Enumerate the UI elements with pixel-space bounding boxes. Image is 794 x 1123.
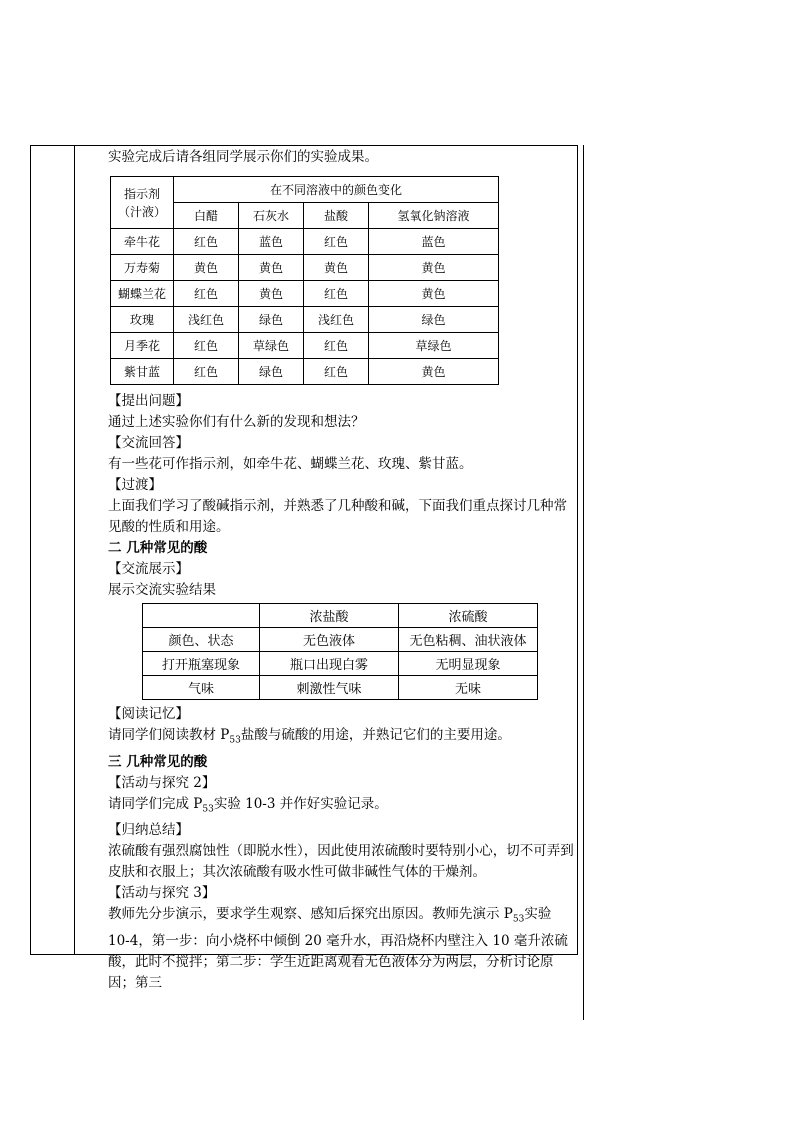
- lesson-content: [74, 146, 574, 994]
- indicator-name: 月季花: [111, 333, 174, 359]
- acid-corner-cell: [143, 604, 260, 628]
- transition-text: 上面我们学习了酸碱指示剂，并熟悉了几种酸和碱，下面我们重点探讨几种常见酸的性质和用途。: [108, 498, 567, 535]
- color-cell: 黄色: [369, 255, 499, 281]
- color-cell: 红色: [304, 229, 369, 255]
- table-row: [143, 652, 538, 676]
- color-cell: 红色: [304, 281, 369, 307]
- property-label: 颜色、状态: [143, 628, 260, 652]
- color-cell: 浅红色: [174, 307, 239, 333]
- property-value: 无味: [399, 676, 538, 700]
- table-row: [143, 628, 538, 652]
- color-cell: 绿色: [239, 359, 304, 385]
- color-cell: 红色: [174, 229, 239, 255]
- show-text: 展示交流实验结果: [108, 582, 216, 598]
- page-right-rule: [583, 145, 584, 1020]
- color-cell: 黄色: [239, 281, 304, 307]
- color-cell: 红色: [304, 333, 369, 359]
- activity-2-text: 请同学们完成 $P_{53}$实验 10-3 并作好实验记录。: [108, 795, 388, 815]
- answer-text: 有一些花可作指示剂，如牵牛花、蝴蝶兰花、玫瑰、紫甘蓝。: [108, 456, 473, 472]
- color-cell: 黄色: [239, 255, 304, 281]
- solution-header: 白醋: [174, 203, 239, 229]
- color-cell: 红色: [174, 333, 239, 359]
- indicator-name: 玫瑰: [111, 307, 174, 333]
- section-title-answer: 【交流回答】: [108, 435, 189, 451]
- table-row: [111, 307, 499, 333]
- color-cell: 蓝色: [239, 229, 304, 255]
- table-row: [111, 281, 499, 307]
- solution-header: 石灰水: [239, 203, 304, 229]
- acid-header: 浓硫酸: [399, 604, 538, 628]
- color-cell: 草绿色: [369, 333, 499, 359]
- section-title-question: 【提出问题】: [108, 393, 189, 409]
- heading-common-acids-3: 三 几种常见的酸: [108, 753, 208, 770]
- color-cell: 蓝色: [369, 229, 499, 255]
- activity-3-text: 教师先分步演示，要求学生观察、感知后探究出原因。教师先演示 $P_{53}$实验 10-4，第一步：向小烧杯中倾倒 20 毫升水，再沿烧杯内壁注入 10 毫升浓硫酸，此时不搅拌；第二步：学生近距离观看无色液体分为两层，分析讨论原因；第三: [108, 906, 568, 992]
- color-cell: 黄色: [304, 255, 369, 281]
- color-cell: 红色: [174, 359, 239, 385]
- question-text: 通过上述实验你们有什么新的发现和想法？: [108, 414, 365, 430]
- property-value: 无明显现象: [399, 652, 538, 676]
- indicator-table: [110, 176, 499, 385]
- color-cell: 黄色: [174, 255, 239, 281]
- intro-text: 实验完成后请各组同学展示你们的实验成果。: [108, 149, 378, 165]
- property-label: 气味: [143, 676, 260, 700]
- summary-text: 浓硫酸有强烈腐蚀性（即脱水性），因此使用浓硫酸时要特别小心，切不可弄到皮肤和衣服上；其次浓硫酸有吸水性可做非碱性气体的干燥剂。: [108, 843, 574, 881]
- table-row: [143, 676, 538, 700]
- section-title-activity-2: 【活动与探究 2】: [108, 774, 216, 791]
- property-value: 刺激性气味: [260, 676, 399, 700]
- indicator-header-cell: 指示剂 （汁液）: [111, 177, 174, 229]
- solution-header: 盐酸: [304, 203, 369, 229]
- indicator-name: 牵牛花: [111, 229, 174, 255]
- acid-comparison-table: [142, 603, 538, 700]
- color-cell: 浅红色: [304, 307, 369, 333]
- section-title-activity-3: 【活动与探究 3】: [108, 885, 216, 902]
- color-cell: 黄色: [369, 281, 499, 307]
- table-row: [111, 229, 499, 255]
- property-value: 无色粘稠、油状液体: [399, 628, 538, 652]
- table-row: [111, 333, 499, 359]
- section-title-show: 【交流展示】: [108, 561, 189, 577]
- color-cell: 绿色: [239, 307, 304, 333]
- read-text: 请同学们阅读教材 $P_{53}$盐酸与硫酸的用途，并熟记它们的主要用途。: [108, 727, 511, 746]
- solution-header: 氢氧化钠溶液: [369, 203, 499, 229]
- section-title-transition: 【过渡】: [108, 477, 162, 493]
- color-cell: 黄色: [369, 359, 499, 385]
- property-value: 瓶口出现白雾: [260, 652, 399, 676]
- indicator-name: 万寿菊: [111, 255, 174, 281]
- property-label: 打开瓶塞现象: [143, 652, 260, 676]
- indicator-span-header: 在不同溶液中的颜色变化: [174, 177, 499, 203]
- property-value: 无色液体: [260, 628, 399, 652]
- color-cell: 红色: [174, 281, 239, 307]
- acid-header: 浓盐酸: [260, 604, 399, 628]
- indicator-name: 蝴蝶兰花: [111, 281, 174, 307]
- table-row: [111, 359, 499, 385]
- color-cell: 草绿色: [239, 333, 304, 359]
- color-cell: 绿色: [369, 307, 499, 333]
- table-row: [111, 255, 499, 281]
- color-cell: 红色: [304, 359, 369, 385]
- section-title-read: 【阅读记忆】: [108, 706, 189, 722]
- indicator-name: 紫甘蓝: [111, 359, 174, 385]
- section-title-summary: 【归纳总结】: [108, 822, 189, 839]
- heading-common-acids: 二 几种常见的酸: [108, 540, 208, 556]
